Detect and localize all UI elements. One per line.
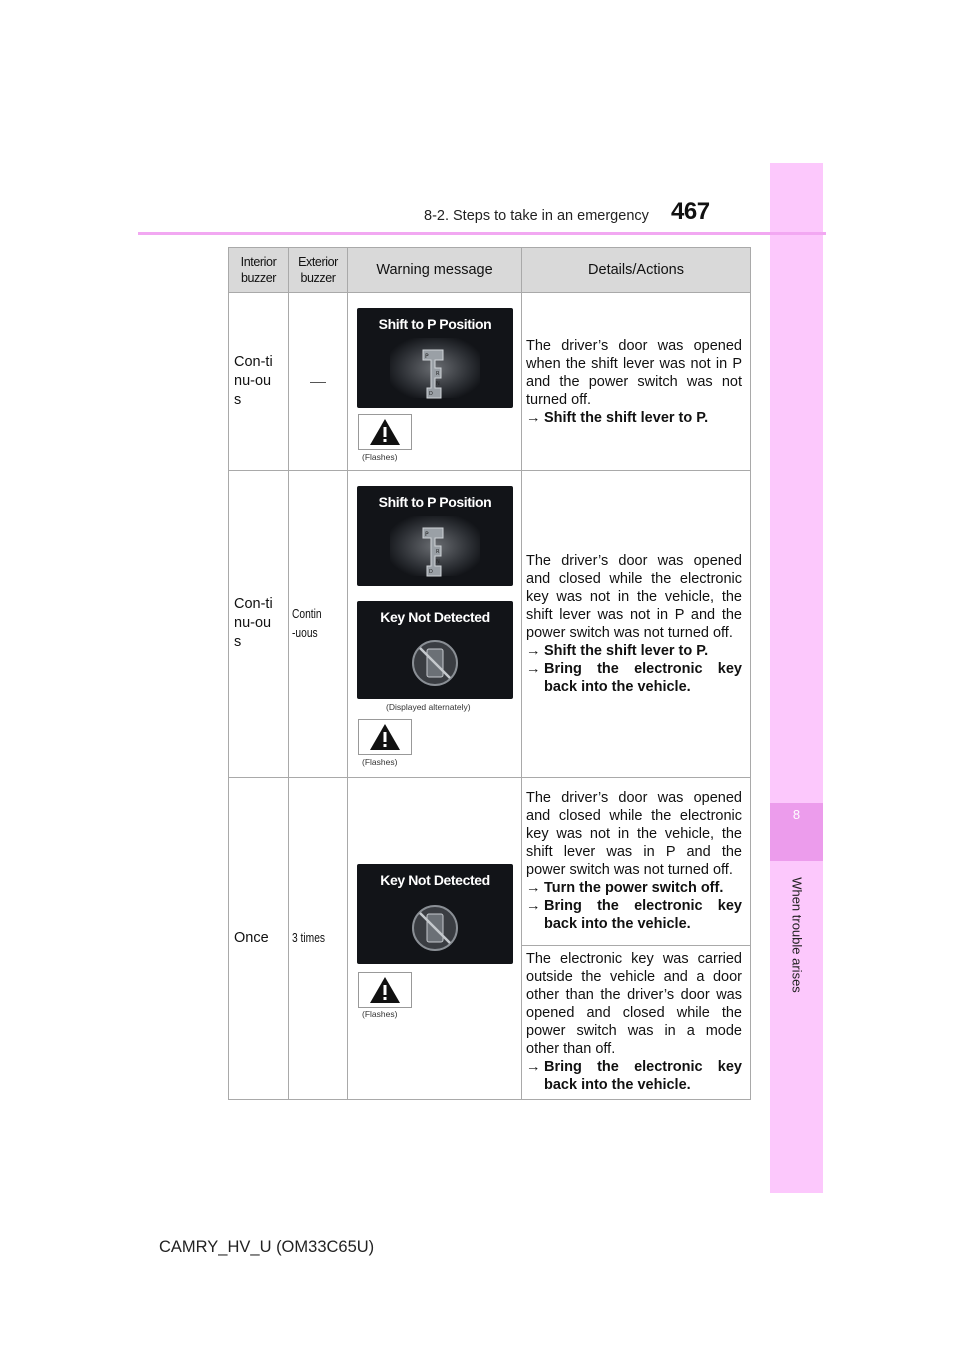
table-header-row	[229, 248, 751, 293]
warning-light-box	[358, 972, 412, 1008]
section-title: 8-2. Steps to take in an emergency	[424, 208, 649, 224]
svg-text:N: N	[436, 381, 440, 387]
exterior-buzzer-value: 3 times	[292, 930, 326, 945]
table-row	[229, 777, 751, 945]
svg-text:R: R	[436, 371, 440, 377]
svg-text:R: R	[436, 549, 440, 556]
interior-buzzer-value: Once	[234, 929, 269, 946]
exterior-buzzer-value: Contin-uous	[292, 606, 322, 640]
key-not-detected-icon	[411, 639, 459, 687]
arrow-icon: →	[526, 642, 541, 659]
screen-title: Key Not Detected	[380, 609, 490, 626]
screen-title: Key Not Detected	[380, 871, 490, 888]
details-text: The driver’s door was opened and closed while the electronic key was not in the vehicle, the shift lever was not in P and the power switch was not turned off.	[526, 552, 742, 641]
action-item: → Bring the electronic key back into the vehicle.	[526, 660, 742, 695]
svg-text:P: P	[425, 353, 429, 360]
shift-gate-icon	[415, 344, 455, 404]
warning-message-cell	[348, 777, 522, 1099]
shift-to-p-screen	[357, 308, 513, 408]
key-not-detected-screen	[357, 864, 513, 964]
action-item: → Turn the power switch off.	[526, 880, 724, 897]
svg-text:P: P	[425, 531, 429, 539]
flashes-caption: (Flashes)	[362, 452, 398, 462]
exterior-buzzer-cell	[289, 293, 348, 471]
action-item: → Bring the electronic key back into the vehicle.	[526, 1059, 742, 1094]
document-footer: CAMRY_HV_U (OM33C65U)	[159, 1238, 375, 1256]
interior-buzzer-cell	[229, 293, 289, 471]
warning-light-box	[358, 414, 412, 450]
screen-title: Shift to P Position	[378, 316, 492, 332]
arrow-icon: →	[526, 409, 541, 426]
shift-gate-icon	[415, 522, 455, 582]
interior-buzzer-value: Con-tinu-ous	[234, 354, 273, 409]
action-item: → Shift the shift lever to P.	[526, 642, 709, 659]
arrow-icon: →	[526, 880, 541, 897]
exterior-buzzer-cell	[289, 471, 348, 777]
chapter-label: When trouble arises	[789, 877, 805, 993]
exterior-buzzer-cell	[289, 777, 348, 1099]
col-exterior-buzzer: Exterior buzzer	[289, 248, 348, 293]
warning-message-cell	[348, 293, 522, 471]
flashes-caption: (Flashes)	[362, 757, 398, 768]
warning-table	[228, 247, 751, 1100]
svg-text:N: N	[436, 559, 440, 566]
interior-buzzer-cell	[229, 777, 289, 1099]
col-warning-message: Warning message	[348, 248, 522, 293]
chapter-side-tab	[770, 163, 823, 1193]
interior-buzzer-cell	[229, 471, 289, 777]
table-row	[229, 293, 751, 471]
chapter-number: 8	[792, 807, 801, 822]
action-item: → Shift the shift lever to P.	[526, 409, 709, 426]
chapter-label-wrap	[787, 870, 807, 1000]
interior-buzzer-value: Con-tinu-ous	[234, 596, 273, 651]
warning-triangle-icon	[369, 976, 401, 1004]
details-cell	[522, 777, 751, 945]
details-cell	[522, 293, 751, 471]
svg-text:D: D	[429, 391, 433, 397]
col-interior-buzzer: Interior buzzer	[229, 248, 289, 293]
displayed-alternately-caption: (Displayed alternately)	[386, 702, 471, 713]
screen-title: Shift to P Position	[378, 494, 492, 511]
details-text: The electronic key was carried outside the vehicle and a door other than the driver’s door was opened and closed while the power switch was in a mode other than off.	[526, 951, 742, 1058]
flashes-caption: (Flashes)	[362, 1008, 398, 1019]
shift-to-p-screen	[357, 486, 513, 586]
arrow-icon: →	[526, 898, 541, 915]
col-details-actions: Details/Actions	[522, 248, 751, 293]
key-not-detected-screen	[357, 601, 513, 699]
table-row	[229, 471, 751, 777]
action-item: → Bring the electronic key back into the vehicle.	[526, 898, 742, 933]
svg-text:D: D	[429, 569, 433, 576]
warning-message-cell	[348, 471, 522, 777]
details-text: The driver’s door was opened and closed while the electronic key was not in the vehicle, the shift lever was in P and the power switch was not turned off.	[526, 790, 742, 879]
warning-light-box	[358, 719, 412, 755]
details-cell	[522, 471, 751, 777]
details-text: The driver’s door was opened when the shift lever was not in P and the power switch was not turned off.	[526, 337, 742, 408]
page-number: 467	[671, 198, 710, 225]
warning-triangle-icon	[369, 418, 401, 446]
warning-triangle-icon	[369, 723, 401, 751]
arrow-icon: →	[526, 660, 541, 677]
key-not-detected-icon	[411, 904, 459, 952]
arrow-icon: →	[526, 1059, 541, 1076]
details-cell	[522, 945, 751, 1099]
chapter-number-block	[770, 803, 823, 861]
header-rule	[138, 232, 826, 235]
no-buzzer-dash	[310, 382, 326, 383]
